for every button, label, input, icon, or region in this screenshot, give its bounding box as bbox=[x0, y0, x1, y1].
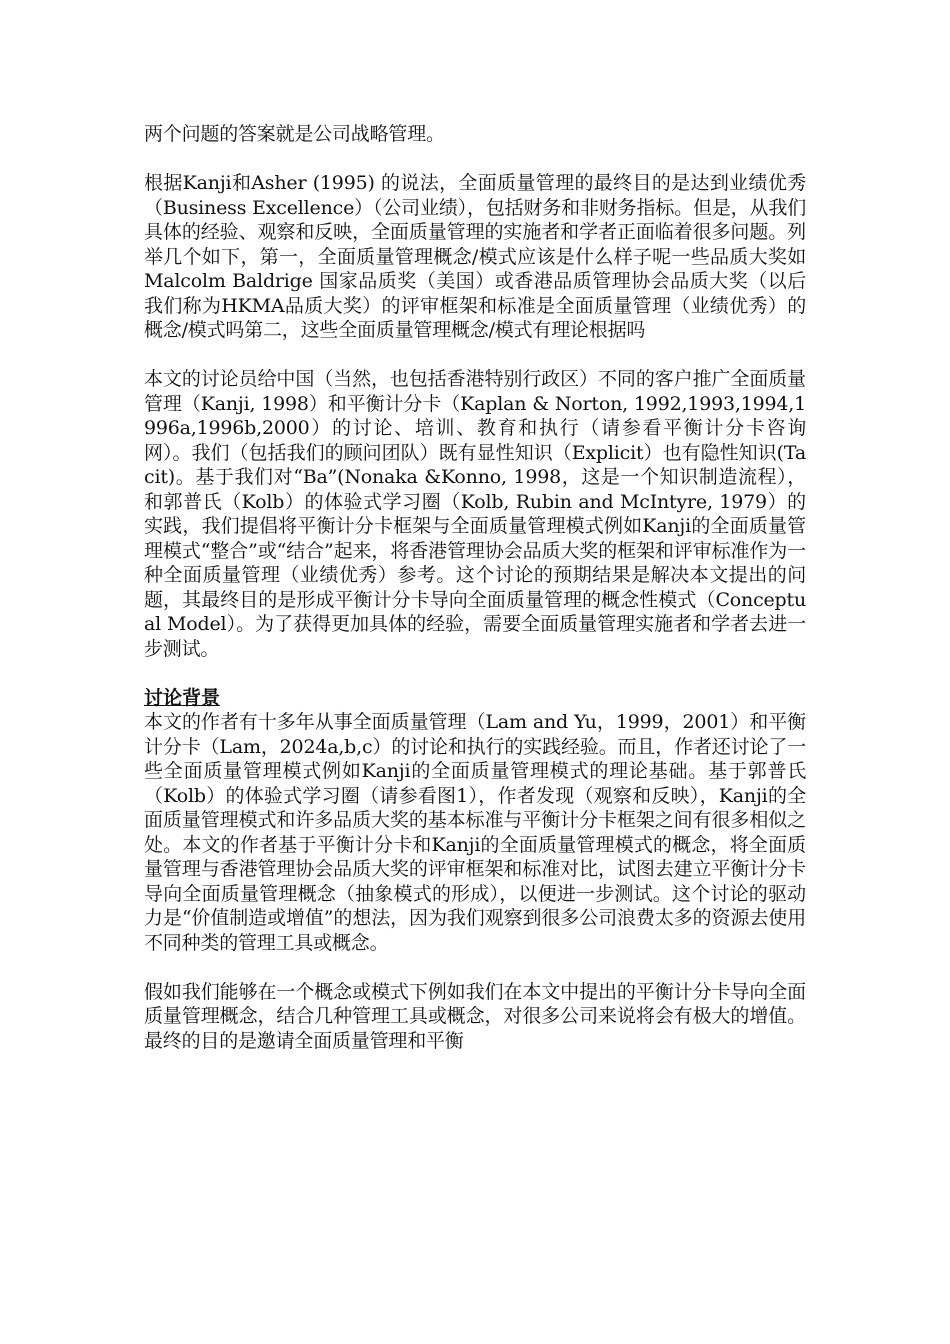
paragraph-value-added: 假如我们能够在一个概念或模式下例如我们在本文中提出的平衡计分卡导向全面质量管理概念，结合几种管理工具或概念，对很多公司来说将会有极大的增值。最终的目的是邀请全面质量管理和平衡 bbox=[144, 980, 806, 1052]
paragraph-strategy-answer: 两个问题的答案就是公司战略管理。 bbox=[144, 123, 445, 145]
section-heading-background: 讨论背景 bbox=[144, 686, 221, 709]
document-page bbox=[144, 122, 806, 1078]
paragraph-author-experience: 本文的作者有十多年从事全面质量管理（Lam and Yu，1999，2001）和平衡计分卡（Lam，2024a,b,c）的讨论和执行的实践经验。而且，作者还讨论了一些全面质量管理模式例如Kanji的全面质量管理模式的理论基础。基于郭普氏（Kolb）的体验式学习圈（请参看图1），作者发现（观察和反映），Kanji的全面质量管理模式和许多品质大奖的基本标准与平衡计分卡框架之间有很多相似之处。本文的作者基于平衡计分卡和Kanji的全面质量管理模式的概念，将全面质量管理与香港管理协会品质大奖的评审框架和标准对比，试图去建立平衡计分卡导向全面质量管理概念（抽象模式的形成），以便进一步测试。这个讨论的驱动力是“价值制造或增值”的想法，因为我们观察到很多公司浪费太多的资源去使用不同种类的管理工具或概念。 bbox=[144, 711, 806, 954]
paragraph-discussion-purpose: 本文的讨论员给中国（当然，也包括香港特别行政区）不同的客户推广全面质量管理（Kanji, 1998）和平衡计分卡（Kaplan & Norton, 1992,1993,1994,1996a,1996b,2000）的讨论、培训、教育和执行（请参看平衡计分卡咨询网）。我们（包括我们的顾问团队）既有显性知识（Explicit）也有隐性知识(Tacit)。基于我们对“Ba”(Nonaka &Konno, 1998，这是一个知识制造流程），和郭普氏（Kolb）的体验式学习圈（Kolb, Rubin and McIntyre, 1979）的实践，我们提倡将平衡计分卡框架与全面质量管理模式例如Kanji的全面质量管理模式“整合”或“结合”起来，将香港管理协会品质大奖的框架和评审标准作为一种全面质量管理（业绩优秀）参考。这个讨论的预期结果是解决本文提出的问题，其最终目的是形成平衡计分卡导向全面质量管理的概念性模式（Conceptual Model）。为了获得更加具体的经验，需要全面质量管理实施者和学者去进一步测试。 bbox=[144, 368, 806, 660]
paragraph-kanji-asher: 根据Kanji和Asher (1995) 的说法，全面质量管理的最终目的是达到业绩优秀（Business Excellence）（公司业绩），包括财务和非财务指标。但是，从我们具体的经验、观察和反映，全面质量管理的实施者和学者正面临着很多问题。列举几个如下，第一，全面质量管理概念/模式应该是什么样子呢一些品质大奖如Malcolm Baldrige 国家品质奖（美国）或香港品质管理协会品质大奖（以后我们称为HKMA品质大奖）的评审框架和标准是全面质量管理（业绩优秀）的概念/模式吗第二，这些全面质量管理概念/模式有理论根据吗 bbox=[144, 172, 806, 341]
